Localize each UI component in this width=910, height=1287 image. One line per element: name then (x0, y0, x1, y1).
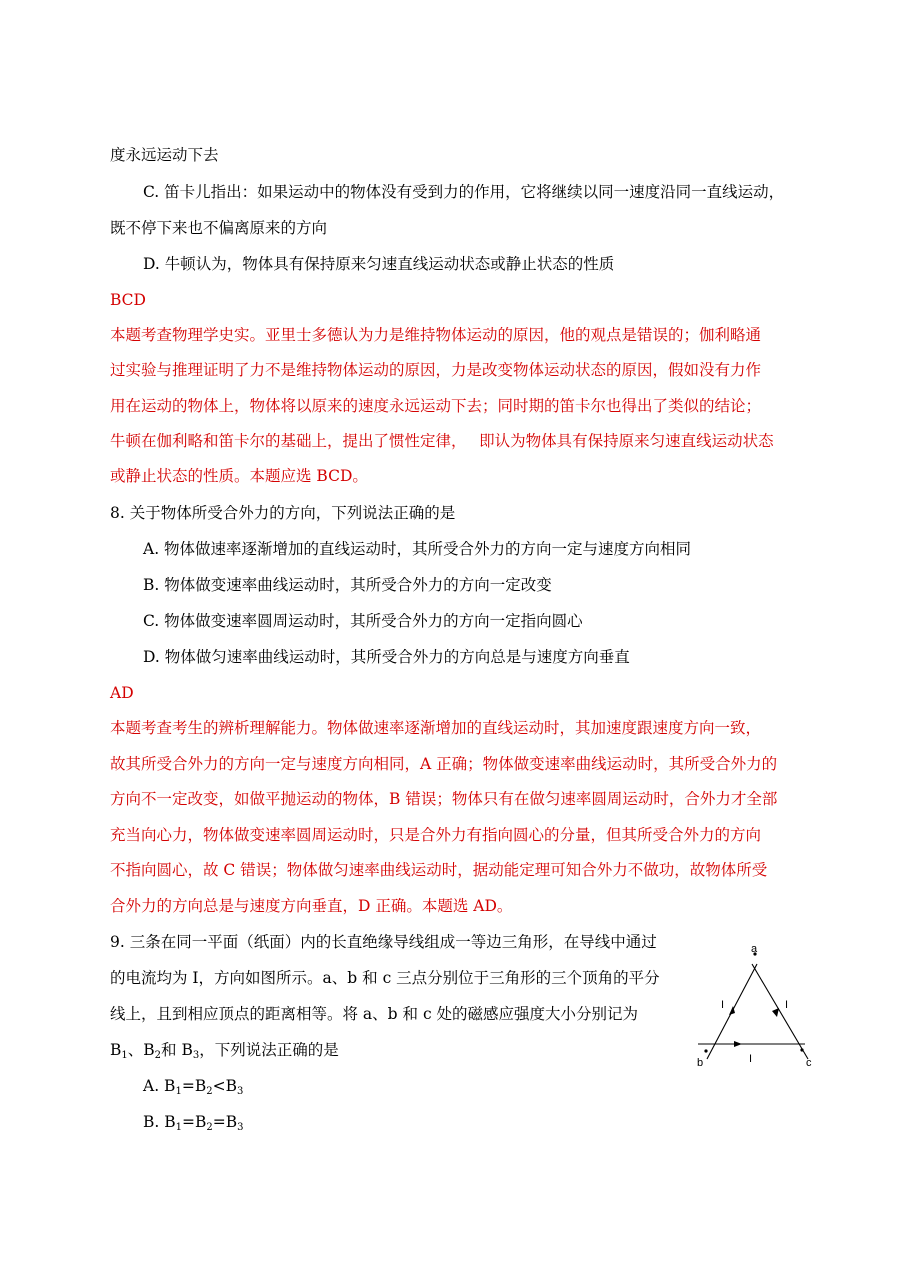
equals-b: =B (212, 1113, 238, 1131)
equals-b: =B (181, 1077, 207, 1095)
stem-tail: ，下列说法正确的是 (199, 1041, 339, 1059)
less-than-b: <B (212, 1077, 237, 1095)
q9-option-a (143, 1076, 243, 1096)
q8-option-a: A. 物体做速率逐渐增加的直线运动时，其所受合外力的方向一定与速度方向相同 (143, 540, 692, 558)
q8-explanation-line: 故其所受合外力的方向一定与速度方向相同，A 正确；物体做变速率曲线运动时，其所受合外力的 (110, 755, 778, 773)
subscript: 1 (175, 1086, 182, 1097)
subscript: 2 (154, 1050, 162, 1061)
q7-explanation-line: 过实验与推理证明了力不是维持物体运动的原因，力是改变物体运动状态的原因，假如没有力作 (110, 361, 762, 379)
label-c: c (806, 1057, 812, 1069)
label-b: b (697, 1057, 704, 1069)
q7-continuation: 度永远运动下去 (110, 146, 219, 164)
q8-explanation-line: 充当向心力，物体做变速率圆周运动时，只是合外力有指向圆心的分量，但其所受合外力的方向 (110, 826, 762, 844)
label-a: a (751, 943, 758, 955)
current-label-bottom: I (749, 1053, 753, 1065)
symbol-b: 和 B (161, 1041, 193, 1059)
subscript: 1 (175, 1122, 183, 1133)
q7-explanation-line: 或静止状态的性质。本题应选 BCD。 (110, 467, 368, 485)
current-label-right: I (785, 999, 789, 1011)
equals-b: =B (182, 1113, 207, 1131)
right-wire (752, 964, 808, 1059)
subscript: 2 (206, 1122, 213, 1133)
right-wire-arrow-icon (772, 1008, 779, 1017)
q8-explanation-line: 不指向圆心，故 C 错误；物体做匀速率曲线运动时，据动能定理可知合外力不做功，故物体所受 (110, 861, 768, 879)
bottom-wire-arrow-icon (734, 1041, 742, 1047)
q8-explanation-line: 合外力的方向总是与速度方向垂直，D 正确。本题选 AD。 (110, 897, 513, 915)
q7-explanation-line: 本题考查物理学史实。亚里士多德认为力是维持物体运动的原因，他的观点是错误的；伽利略通 (110, 326, 762, 344)
subscript: 1 (121, 1050, 128, 1061)
q9-stem-line1: 9. 三条在同一平面（纸面）内的长直绝缘导线组成一等边三角形，在导线中通过 (110, 933, 657, 951)
option-prefix: A. B (143, 1077, 176, 1095)
q9-option-b (143, 1112, 244, 1132)
q8-option-b: B. 物体做变速率曲线运动时，其所受合外力的方向一定改变 (143, 576, 552, 594)
q7-answer: BCD (110, 291, 146, 309)
q9-stem-line2: 的电流均为 I，方向如图所示。a、b 和 c 三点分别位于三角形的三个顶角的平分 (110, 969, 660, 987)
q7-option-c-line2: 既不停下来也不偏离原来的方向 (110, 219, 328, 237)
q8-answer: AD (110, 684, 134, 702)
point-c (800, 1048, 803, 1051)
symbol-b: 、B (127, 1041, 155, 1059)
q9-stem-line4 (110, 1040, 339, 1060)
subscript: 2 (206, 1086, 213, 1097)
triangle-wire-figure (695, 942, 820, 1070)
option-prefix: B. B (143, 1113, 176, 1131)
q8-explanation-line: 方向不一定改变，如做平抛运动的物体，B 错误；物体只有在做匀速率圆周运动时，合外力才全部 (110, 790, 778, 808)
symbol-b: B (110, 1041, 122, 1059)
subscript: 3 (237, 1122, 244, 1133)
q7-option-c-line1: C. 笛卡儿指出：如果运动中的物体没有受到力的作用，它将继续以同一速度沿同一直线运动， (143, 183, 785, 201)
current-label-left: I (721, 999, 725, 1011)
q9-stem-line3: 线上，且到相应顶点的距离相等。将 a、b 和 c 处的磁感应强度大小分别记为 (110, 1005, 639, 1023)
q8-stem: 8. 关于物体所受合外力的方向，下列说法正确的是 (110, 504, 456, 522)
subscript: 3 (236, 1086, 244, 1097)
subscript: 3 (192, 1050, 200, 1061)
point-b (704, 1049, 707, 1052)
q8-option-c: C. 物体做变速率圆周运动时，其所受合外力的方向一定指向圆心 (143, 612, 583, 630)
q8-option-d: D. 物体做匀速率曲线运动时，其所受合外力的方向总是与速度方向垂直 (143, 648, 630, 666)
q8-explanation-line: 本题考查考生的辨析理解能力。物体做速率逐渐增加的直线运动时，其加速度跟速度方向一致， (110, 719, 762, 737)
q7-explanation-line: 牛顿在伽利略和笛卡尔的基础上，提出了惯性定律， 即认为物体具有保持原来匀速直线运动状态 (110, 432, 774, 450)
q7-option-d: D. 牛顿认为，物体具有保持原来匀速直线运动状态或静止状态的性质 (143, 255, 615, 273)
q7-explanation-line: 用在运动的物体上，物体将以原来的速度永远运动下去；同时期的笛卡尔也得出了类似的结论； (110, 397, 762, 415)
